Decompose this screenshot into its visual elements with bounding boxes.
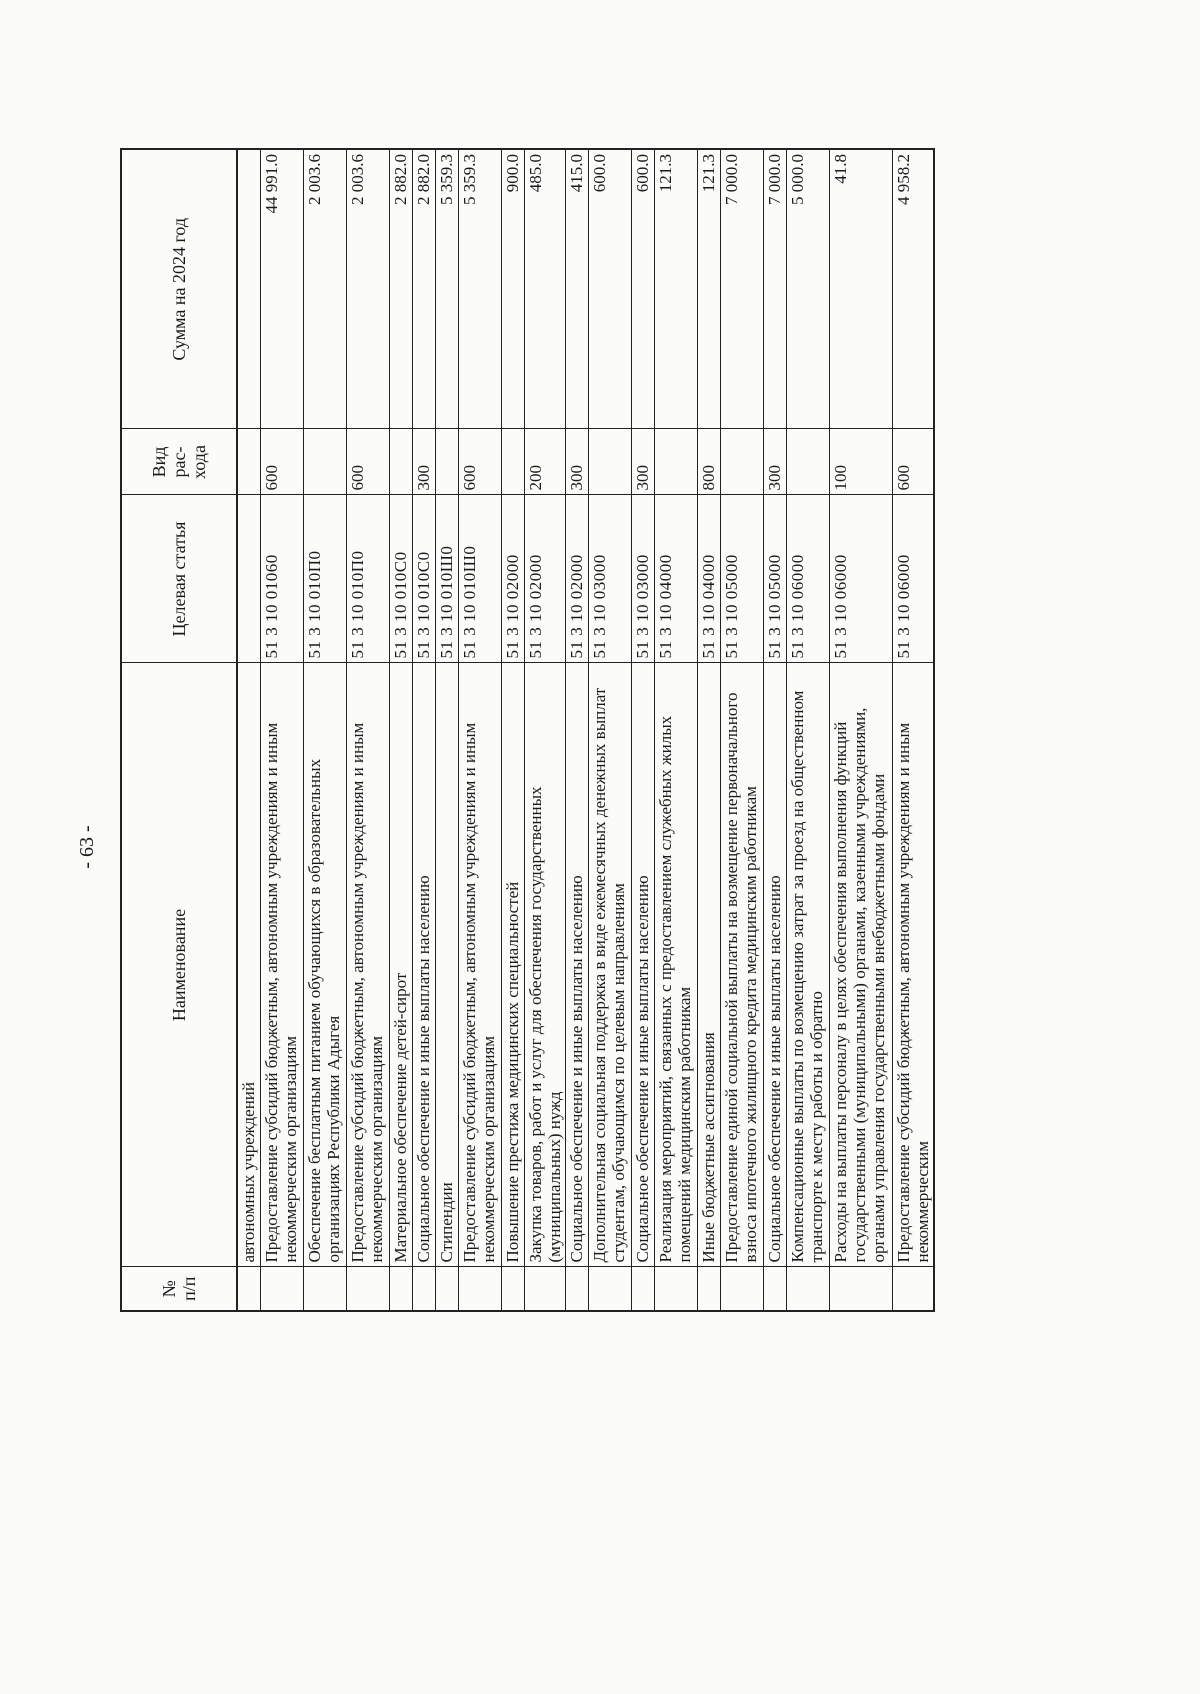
cell-num: [525, 1267, 566, 1311]
cell-code: 51 3 10 010П0: [304, 495, 347, 663]
cell-num: [459, 1267, 502, 1311]
cell-type: [589, 429, 632, 495]
cell-name: Предоставление субсидий бюджетным, автономным учреждениям и иным некоммерческим организациям: [347, 663, 390, 1267]
cell-code: 51 3 10 010П0: [347, 495, 390, 663]
cell-code: 51 3 10 05000: [721, 495, 764, 663]
cell-code: 51 3 10 010С0: [390, 495, 413, 663]
cell-amount: 44 991.0: [261, 149, 304, 429]
cell-num: [632, 1267, 655, 1311]
cell-code: 51 3 10 03000: [632, 495, 655, 663]
cell-num: [830, 1267, 893, 1311]
table-row: [830, 149, 893, 1311]
cell-type: 300: [764, 429, 787, 495]
cell-name: Социальное обеспечение и иные выплаты населению: [764, 663, 787, 1267]
cell-code: 51 3 10 02000: [502, 495, 525, 663]
cell-code: 51 3 10 010Ш0: [436, 495, 459, 663]
cell-amount: 2 003.6: [304, 149, 347, 429]
cell-amount: 121.3: [655, 149, 698, 429]
cell-code: 51 3 10 05000: [764, 495, 787, 663]
cell-name: Реализация мероприятий, связанных с предоставлением служебных жилых помещений медицинским работникам: [655, 663, 698, 1267]
cell-type: [787, 429, 830, 495]
cell-name: Обеспечение бесплатным питанием обучающихся в образовательных организациях Республики Адыгея: [304, 663, 347, 1267]
cell-name: автономных учреждений: [237, 663, 261, 1267]
cell-type: [436, 429, 459, 495]
cell-type: 200: [525, 429, 566, 495]
table-row: [413, 149, 436, 1311]
cell-type: [721, 429, 764, 495]
cell-type: [655, 429, 698, 495]
cell-name: Предоставление субсидий бюджетным, автономным учреждениям и иным некоммерческим организациям: [459, 663, 502, 1267]
cell-type: [304, 429, 347, 495]
table-row: [390, 149, 413, 1311]
cell-num: [261, 1267, 304, 1311]
header-name: Наименование: [121, 663, 237, 1267]
table-row: [502, 149, 525, 1311]
cell-amount: 5 359.3: [459, 149, 502, 429]
cell-code: 51 3 10 04000: [698, 495, 721, 663]
cell-type: 600: [261, 429, 304, 495]
cell-amount: [237, 149, 261, 429]
cell-code: 51 3 10 01060: [261, 495, 304, 663]
table-row: [261, 149, 304, 1311]
cell-num: [721, 1267, 764, 1311]
table-row: [436, 149, 459, 1311]
cell-amount: 4 958.2: [893, 149, 935, 429]
table-row: [525, 149, 566, 1311]
cell-code: 51 3 10 04000: [655, 495, 698, 663]
cell-type: 600: [893, 429, 935, 495]
cell-name: Социальное обеспечение и иные выплаты населению: [413, 663, 436, 1267]
cell-num: [413, 1267, 436, 1311]
cell-code: [237, 495, 261, 663]
cell-type: 800: [698, 429, 721, 495]
cell-name: Предоставление субсидий бюджетным, автономным учреждениям и иным некоммерческим: [893, 663, 935, 1267]
cell-type: [237, 429, 261, 495]
cell-code: 51 3 10 010С0: [413, 495, 436, 663]
cell-amount: 7 000.0: [764, 149, 787, 429]
cell-amount: 900.0: [502, 149, 525, 429]
table-row: [764, 149, 787, 1311]
cell-num: [304, 1267, 347, 1311]
table-row: [655, 149, 698, 1311]
table-row: [721, 149, 764, 1311]
cell-code: 51 3 10 02000: [525, 495, 566, 663]
budget-table: [120, 148, 935, 1312]
table-row: [698, 149, 721, 1311]
table-row: [304, 149, 347, 1311]
cell-code: 51 3 10 03000: [589, 495, 632, 663]
header-amount: Сумма на 2024 год: [121, 149, 237, 429]
cell-type: 600: [347, 429, 390, 495]
cell-code: 51 3 10 02000: [566, 495, 589, 663]
table-row: [347, 149, 390, 1311]
cell-amount: 5 000.0: [787, 149, 830, 429]
cell-name: Предоставление единой социальной выплаты на возмещение первоначального взноса ипотечного жилищного кредита медицинским работникам: [721, 663, 764, 1267]
cell-amount: 121.3: [698, 149, 721, 429]
cell-amount: 600.0: [589, 149, 632, 429]
cell-num: [893, 1267, 935, 1311]
cell-amount: 2 882.0: [390, 149, 413, 429]
cell-type: 300: [632, 429, 655, 495]
cell-name: Материальное обеспечение детей-сирот: [390, 663, 413, 1267]
cell-type: 300: [566, 429, 589, 495]
cell-amount: 5 359.3: [436, 149, 459, 429]
cell-amount: 7 000.0: [721, 149, 764, 429]
cell-name: Повышение престижа медицинских специальностей: [502, 663, 525, 1267]
cell-name: Иные бюджетные ассигнования: [698, 663, 721, 1267]
cell-type: 100: [830, 429, 893, 495]
cell-name: Компенсационные выплаты по возмещению затрат за проезд на общественном транспорте к месту работы и обратно: [787, 663, 830, 1267]
cell-type: [390, 429, 413, 495]
table-row: [459, 149, 502, 1311]
cell-amount: 2 003.6: [347, 149, 390, 429]
cell-num: [764, 1267, 787, 1311]
cell-name: Стипендии: [436, 663, 459, 1267]
cell-num: [698, 1267, 721, 1311]
header-code: Целевая статья: [121, 495, 237, 663]
cell-type: 600: [459, 429, 502, 495]
cell-num: [436, 1267, 459, 1311]
cell-name: Расходы на выплаты персоналу в целях обеспечения выполнения функций государственными (муниципальными) органами, казенными учреждениями, органами управления государственными внебюджетными фондами: [830, 663, 893, 1267]
cell-num: [347, 1267, 390, 1311]
cell-name: Дополнительная социальная поддержка в виде ежемесячных денежных выплат студентам, обучающимся по целевым направлениям: [589, 663, 632, 1267]
cell-num: [655, 1267, 698, 1311]
table-row: [589, 149, 632, 1311]
table-row: [632, 149, 655, 1311]
header-num: № п/п: [121, 1267, 237, 1311]
cell-num: [237, 1267, 261, 1311]
cell-name: Закупка товаров, работ и услуг для обеспечения государственных (муниципальных) нужд: [525, 663, 566, 1267]
cell-name: Социальное обеспечение и иные выплаты населению: [566, 663, 589, 1267]
cell-name: Социальное обеспечение и иные выплаты населению: [632, 663, 655, 1267]
cell-num: [589, 1267, 632, 1311]
cell-code: 51 3 10 06000: [830, 495, 893, 663]
header-type: Вид рас- хода: [121, 429, 237, 495]
cell-amount: 485.0: [525, 149, 566, 429]
cell-code: 51 3 10 010Ш0: [459, 495, 502, 663]
table-row: [893, 149, 935, 1311]
cell-name: Предоставление субсидий бюджетным, автономным учреждениям и иным некоммерческим организациям: [261, 663, 304, 1267]
cell-type: 300: [413, 429, 436, 495]
table-row: [237, 149, 261, 1311]
cell-amount: 415.0: [566, 149, 589, 429]
cell-num: [566, 1267, 589, 1311]
cell-amount: 600.0: [632, 149, 655, 429]
cell-code: 51 3 10 06000: [893, 495, 935, 663]
cell-num: [502, 1267, 525, 1311]
page-number: - 63 -: [76, 825, 98, 869]
cell-amount: 41.8: [830, 149, 893, 429]
table-row: [566, 149, 589, 1311]
cell-type: [502, 429, 525, 495]
table-header-row: [121, 149, 237, 1311]
table-row: [787, 149, 830, 1311]
cell-num: [390, 1267, 413, 1311]
cell-amount: 2 882.0: [413, 149, 436, 429]
cell-code: 51 3 10 06000: [787, 495, 830, 663]
cell-num: [787, 1267, 830, 1311]
budget-table-rotated: [120, 150, 1005, 1312]
